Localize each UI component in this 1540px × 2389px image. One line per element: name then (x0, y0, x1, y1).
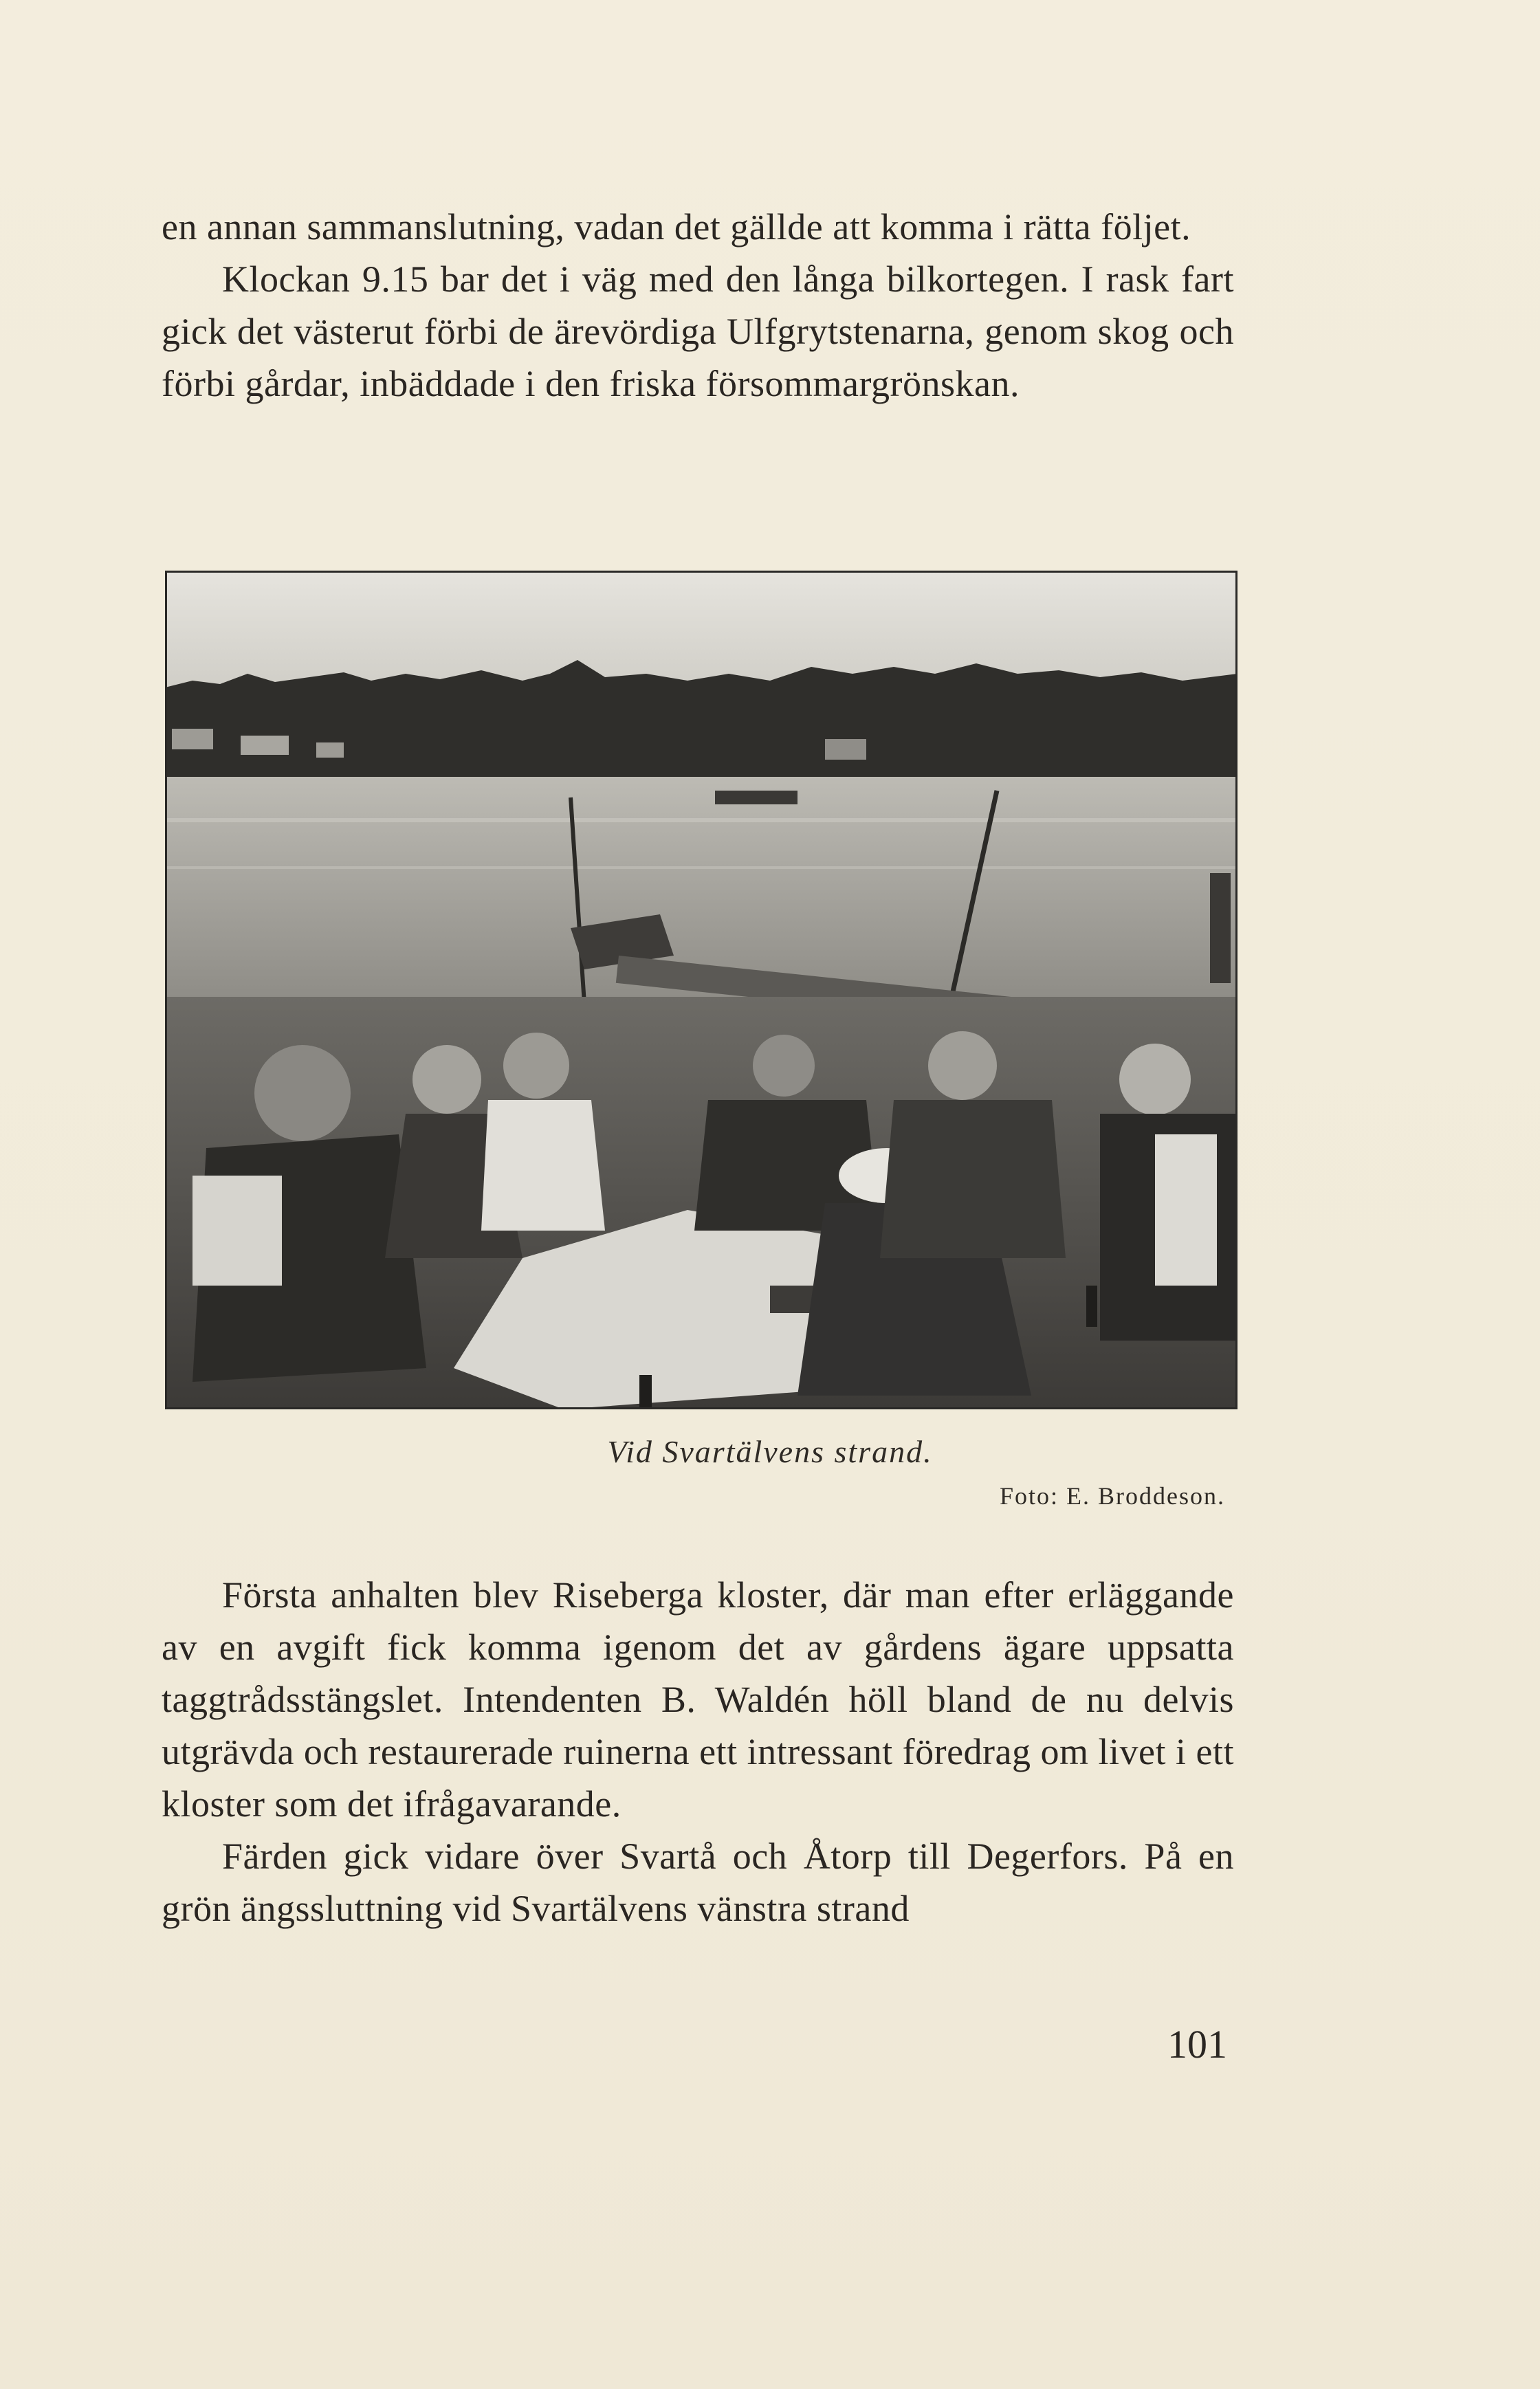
paragraph: en annan sammanslutning, vadan det gällde att komma i rätta följet. (162, 206, 1191, 247)
photo-credit: Foto: E. Broddeson. (999, 1482, 1225, 1510)
page-number: 101 (1167, 2022, 1227, 2067)
figure-caption: Vid Svartälvens strand. (607, 1434, 933, 1469)
paragraph: Första anhalten blev Riseberga kloster, där man efter erläggande av en avgift fick komma igenom det av gårdens ägare uppsatta taggtrådsstängslet. Intendenten B. Waldén höll bland de nu delvis utgrävda och restaurerade ruinerna ett intressant föredrag om livet i ett kloster som det ifrågavarande. (162, 1574, 1234, 1825)
picnic-photograph (165, 571, 1238, 1409)
photograph-illustration (165, 571, 1238, 1409)
paragraph: Färden gick vidare över Svartå och Åtorp till Degerfors. På en grön ängssluttning vid Svartälvens vänstra strand (162, 1836, 1234, 1929)
text-block-top (162, 201, 1234, 410)
text-block-bottom (162, 1569, 1234, 1935)
paragraph: Klockan 9.15 bar det i väg med den långa bilkortegen. I rask fart gick det västerut förbi de ärevördiga Ulfgrytstenarna, genom skog och förbi gårdar, inbäddade i den friska försommargrönskan. (162, 258, 1234, 404)
